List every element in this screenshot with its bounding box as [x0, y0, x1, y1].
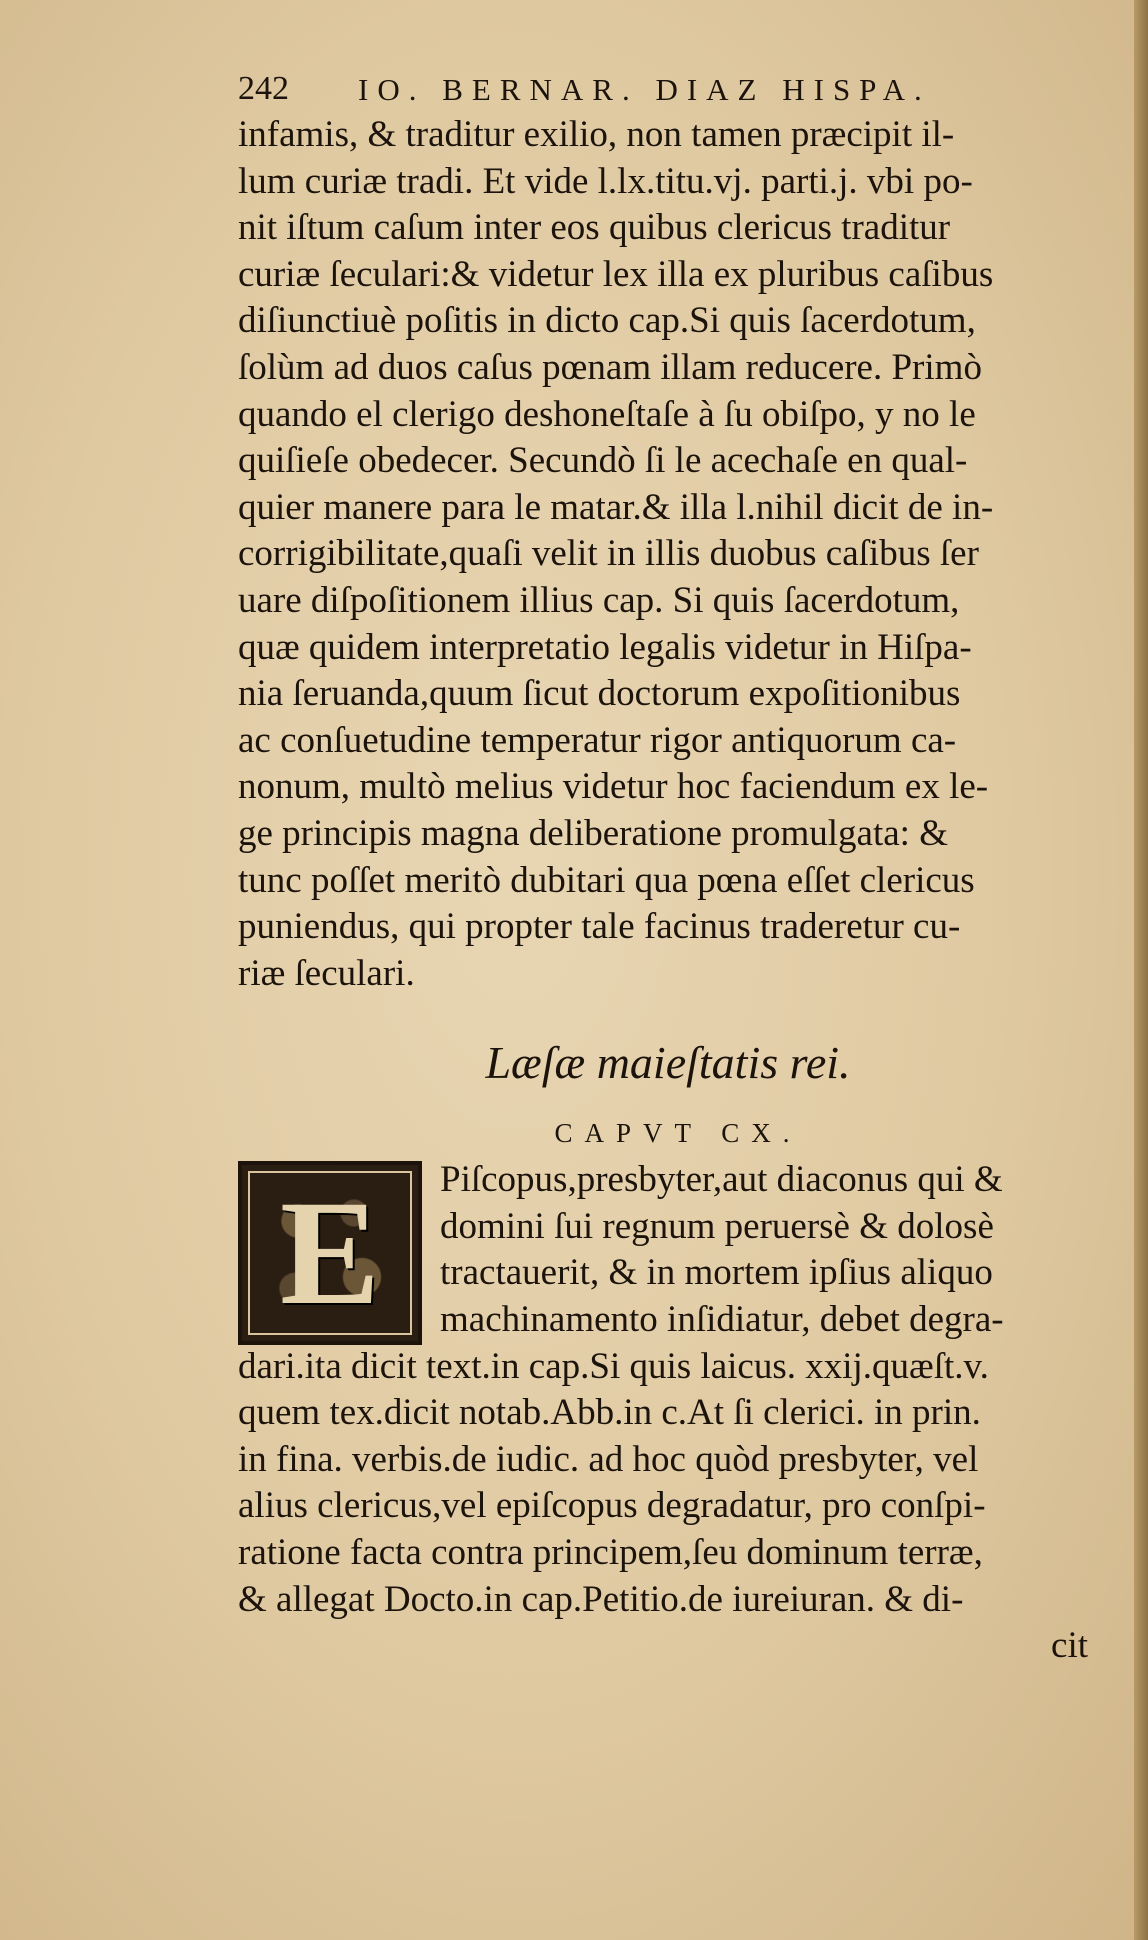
text-line: ac conſuetudine temperatur rigor antiquorum ca- — [238, 719, 957, 761]
text-line: uare diſpoſitionem illius cap. Si quis ſacerdotum, — [238, 579, 960, 621]
text-block — [238, 60, 1118, 1670]
text-line: tunc poſſet meritò dubitari qua pœna eſſet clericus — [238, 859, 975, 901]
chapter-label: CAPVT CX. — [554, 1118, 802, 1149]
text-line: dari.ita dicit text.in cap.Si quis laicus. xxij.quæſt.v. — [238, 1345, 989, 1387]
text-line: ratione facta contra principem,ſeu dominum terræ, — [238, 1532, 983, 1574]
text-line: infamis, & traditur exilio, non tamen præcipit il- — [238, 114, 955, 155]
running-title: IO. BERNAR. DIAZ HISPA. — [358, 72, 931, 107]
text-line: puniendus, qui propter tale facinus traderetur cu- — [238, 906, 961, 948]
initial-letter: E — [279, 1170, 381, 1337]
paragraph-2 — [238, 1157, 1118, 1623]
text-line: riæ ſeculari. — [238, 952, 415, 994]
paragraph-1 — [238, 112, 1118, 997]
text-line: quem tex.dicit notab.Abb.in c.At ſi clerici. in prin. — [238, 1392, 981, 1434]
initial-ornament — [248, 1171, 412, 1335]
text-line: quæ quidem interpretatio legalis videtur in Hiſpa- — [238, 626, 972, 668]
text-line: quiſieſe obedecer. Secundò ſi le acechaſe en qual- — [238, 440, 968, 482]
page-number: 242 — [238, 70, 289, 107]
text-line: lum curiæ tradi. Et vide l.lx.titu.vj. parti.j. vbi po- — [238, 160, 973, 202]
decorated-initial — [238, 1161, 422, 1345]
text-line: quier manere para le matar.& illa l.nihil dicit de in- — [238, 486, 994, 528]
text-line: nit iſtum caſum inter eos quibus clericus traditur — [238, 207, 951, 249]
text-line: quando el clerigo deshoneſtaſe à ſu obiſpo, y no le — [238, 393, 976, 435]
text-line: nonum, multò melius videtur hoc faciendum ex le- — [238, 766, 989, 808]
text-line: ſolùm ad duos caſus pœnam illam reducere. Primò — [238, 346, 982, 388]
text-line: diſiunctiuè poſitis in dicto cap.Si quis ſacerdotum, — [238, 300, 976, 342]
text-line: tractauerit, & in mortem ipſius aliquo — [440, 1252, 993, 1294]
text-line: curiæ ſeculari:& videtur lex illa ex pluribus caſibus — [238, 253, 994, 295]
catchword: cit — [1051, 1625, 1088, 1667]
text-line: alius clericus,vel epiſcopus degradatur, pro conſpi- — [238, 1485, 986, 1527]
text-line: machinamento inſidiatur, debet degra- — [440, 1299, 1004, 1341]
section-heading: Læſæ maieſtatis rei. — [485, 1037, 851, 1089]
text-line: & allegat Docto.in cap.Petitio.de iureiuran. & di- — [238, 1578, 964, 1620]
page-edge — [1134, 0, 1148, 1940]
text-line: domini ſui regnum peruersè & dolosè — [440, 1205, 994, 1247]
text-line: ge principis magna deliberatione promulgata: & — [238, 812, 948, 854]
text-line: Piſcopus,presbyter,aut diaconus qui & — [440, 1159, 1003, 1201]
text-line: corrigibilitate,quaſi velit in illis duobus caſibus ſer — [238, 533, 979, 575]
text-line: nia ſeruanda,quum ſicut doctorum expoſitionibus — [238, 673, 961, 715]
running-head — [238, 60, 1118, 108]
text-line: in fina. verbis.de iudic. ad hoc quòd presbyter, vel — [238, 1438, 979, 1480]
